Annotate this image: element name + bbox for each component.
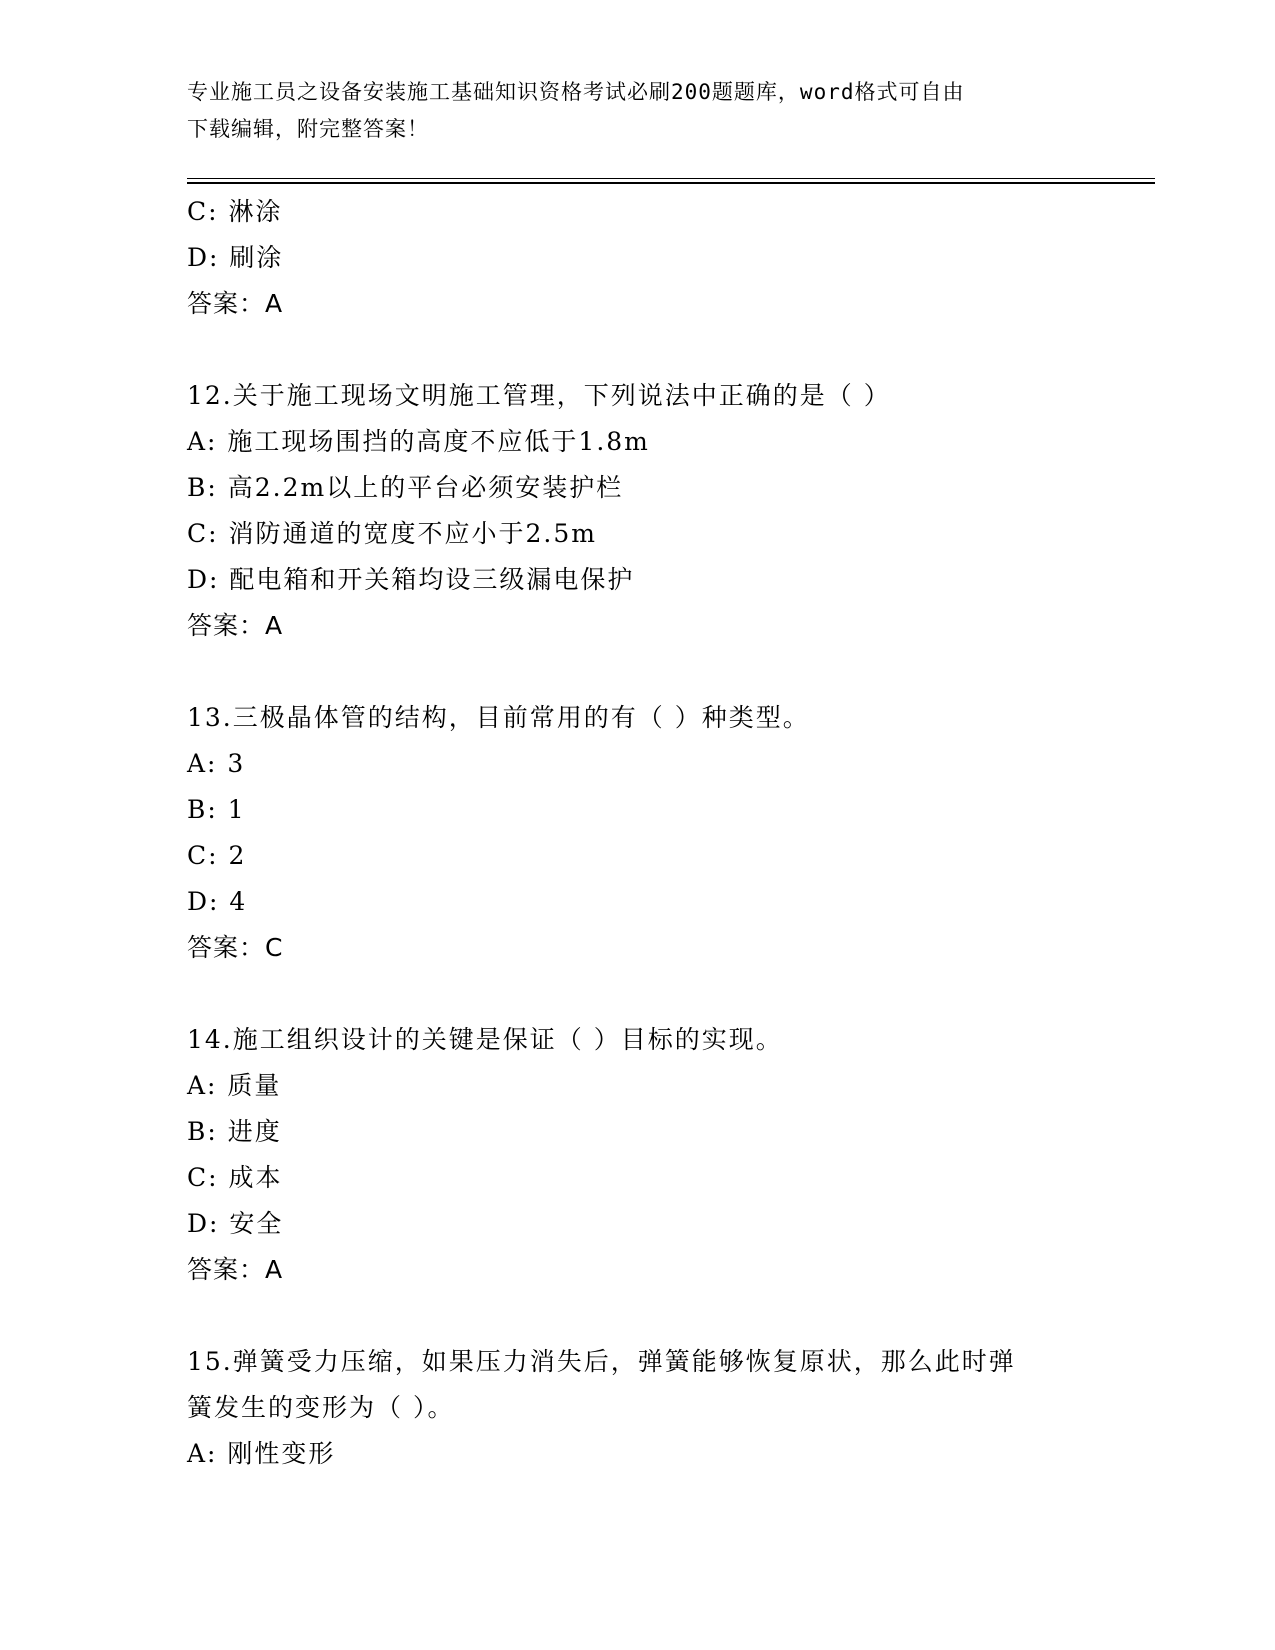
option-c: C: 成本	[187, 1163, 283, 1192]
option-d: D: 配电箱和开关箱均设三级漏电保护	[187, 565, 635, 594]
question-text: 13.三极晶体管的结构，目前常用的有（ ）种类型。	[187, 703, 810, 732]
answer: 答案：A	[187, 1255, 284, 1284]
question-text: 14.施工组织设计的关键是保证（ ）目标的实现。	[187, 1025, 783, 1054]
option-a: A: 质量	[187, 1071, 282, 1100]
answer: 答案：A	[187, 289, 284, 318]
question-text-line-1: 15.弹簧受力压缩，如果压力消失后，弹簧能够恢复原状，那么此时弹	[187, 1347, 1016, 1376]
question-15	[187, 1339, 1087, 1477]
question-13	[187, 695, 1087, 971]
question-12	[187, 373, 1087, 649]
option-b: B: 进度	[187, 1117, 282, 1146]
answer: 答案：C	[187, 933, 284, 962]
option-c: C: 消防通道的宽度不应小于2.5m	[187, 519, 597, 548]
question-text-line-2: 簧发生的变形为（ ）。	[187, 1393, 455, 1422]
spacer	[187, 649, 1087, 695]
option-b: B: 高2.2m以上的平台必须安装护栏	[187, 473, 624, 502]
question-list	[187, 189, 1087, 1477]
spacer	[187, 327, 1087, 373]
option-a: A: 刚性变形	[187, 1439, 336, 1468]
question-11	[187, 189, 1087, 327]
answer: 答案：A	[187, 611, 284, 640]
option-c: C: 淋涂	[187, 197, 283, 226]
spacer	[187, 1293, 1087, 1339]
question-14	[187, 1017, 1087, 1293]
option-d: D: 刷涂	[187, 243, 284, 272]
spacer	[187, 971, 1087, 1017]
option-a: A: 3	[187, 749, 246, 778]
header-divider-thin	[187, 178, 1155, 179]
header-divider-thick	[187, 182, 1155, 184]
option-b: B: 1	[187, 795, 246, 824]
option-c: C: 2	[187, 841, 247, 870]
header-line-1: 专业施工员之设备安装施工基础知识资格考试必刷200题题库，word格式可自由	[187, 80, 965, 104]
question-text: 12.关于施工现场文明施工管理，下列说法中正确的是（ ）	[187, 381, 891, 410]
header-line-2: 下载编辑，附完整答案！	[187, 117, 429, 141]
option-d: D: 4	[187, 887, 248, 916]
option-a: A: 施工现场围挡的高度不应低于1.8m	[187, 427, 650, 456]
document-header	[187, 74, 1067, 148]
option-d: D: 安全	[187, 1209, 284, 1238]
